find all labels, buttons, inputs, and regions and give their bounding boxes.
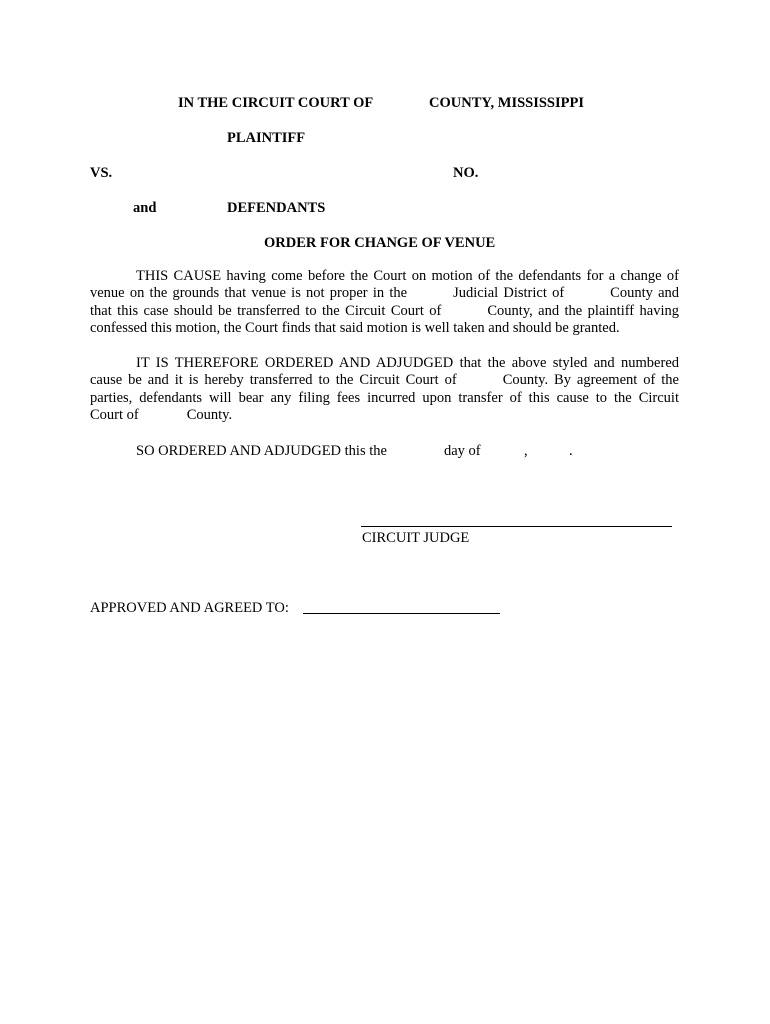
judge-signature-line (361, 526, 672, 527)
approved-signature-line (303, 613, 500, 614)
paragraph-2-line-2: cause be and it is hereby transferred to the Circuit Court of County. By agreement of the (90, 372, 679, 389)
case-number-label: NO. (453, 165, 479, 181)
circuit-judge-label: CIRCUIT JUDGE (362, 530, 470, 546)
plaintiff-label: PLAINTIFF (227, 130, 306, 146)
date-period: . (569, 443, 573, 459)
court-caption-suffix: COUNTY, MISSISSIPPI (429, 95, 584, 111)
order-title: ORDER FOR CHANGE OF VENUE (264, 235, 496, 251)
day-of-text: day of (444, 443, 481, 459)
date-comma: , (524, 443, 528, 459)
court-caption-prefix: IN THE CIRCUIT COURT OF (178, 95, 374, 111)
paragraph-2-line-4: Court of County. (90, 407, 233, 424)
defendants-label: DEFENDANTS (227, 200, 326, 216)
paragraph-2-line-1: IT IS THEREFORE ORDERED AND ADJUDGED that the above styled and numbered (136, 355, 679, 371)
and-label: and (133, 200, 157, 216)
paragraph-1-line-3: that this case should be transferred to the Circuit Court of County, and the plaintiff having (90, 302, 679, 319)
paragraph-1-line-2: venue on the grounds that venue is not proper in the Judicial District of County and (90, 285, 680, 302)
approved-label: APPROVED AND AGREED TO: (90, 600, 289, 616)
paragraph-1-line-4: confessed this motion, the Court finds that said motion is well taken and should be granted. (90, 320, 620, 337)
order-paragraph-1 (90, 268, 679, 338)
so-ordered-text: SO ORDERED AND ADJUDGED this the (136, 443, 387, 459)
paragraph-1-line-1: THIS CAUSE having come before the Court on motion of the defendants for a change of (136, 268, 679, 284)
versus-label: VS. (90, 165, 113, 181)
paragraph-2-line-3: parties, defendants will bear any filing fees incurred upon transfer of this cause to the Circuit (90, 389, 679, 406)
order-paragraph-2 (90, 355, 679, 425)
